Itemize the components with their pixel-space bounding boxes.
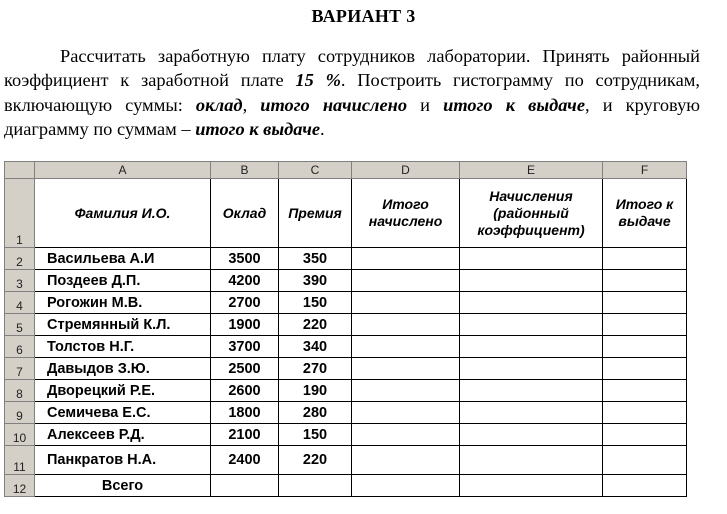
header-salary[interactable]: Оклад: [211, 179, 279, 248]
total-row: [5, 475, 687, 497]
cell-bonus[interactable]: 280: [279, 402, 352, 424]
cell-bonus[interactable]: 390: [279, 270, 352, 292]
column-header-b[interactable]: B: [211, 162, 279, 179]
spreadsheet: [4, 161, 687, 497]
cell-name[interactable]: Алексеев Р.Д.: [35, 424, 211, 446]
column-header-e[interactable]: E: [460, 162, 603, 179]
cell-salary[interactable]: 2100: [211, 424, 279, 446]
cell-total[interactable]: [352, 270, 460, 292]
total-label[interactable]: Всего: [35, 475, 211, 497]
cell-payout[interactable]: [603, 270, 687, 292]
table-row: [5, 402, 687, 424]
cell-name[interactable]: Панкратов Н.А.: [35, 446, 211, 475]
task-part4: .: [320, 119, 325, 140]
cell-bonus[interactable]: 220: [279, 446, 352, 475]
cell-name[interactable]: Рогожин М.В.: [35, 292, 211, 314]
cell-accrual[interactable]: [460, 358, 603, 380]
cell-payout[interactable]: [603, 358, 687, 380]
cell-payout[interactable]: [603, 292, 687, 314]
cell-total[interactable]: [352, 248, 460, 270]
task-part2: . Построить гистограмму по сотрудникам, включающую суммы:: [4, 70, 700, 115]
cell-payout[interactable]: [603, 402, 687, 424]
task-sep1: ,: [242, 94, 261, 115]
cell-salary[interactable]: 1900: [211, 314, 279, 336]
cell-total[interactable]: [352, 336, 460, 358]
cell-total[interactable]: [352, 446, 460, 475]
cell-total[interactable]: [352, 314, 460, 336]
row-number[interactable]: 12: [5, 475, 35, 497]
cell-accrual[interactable]: [460, 446, 603, 475]
term-payout-pie: итого к выдаче: [195, 119, 321, 140]
cell-bonus[interactable]: 150: [279, 424, 352, 446]
row-number[interactable]: 10: [5, 424, 35, 446]
cell-bonus[interactable]: 150: [279, 292, 352, 314]
table-row: [5, 336, 687, 358]
table-row: [5, 314, 687, 336]
cell-accrual[interactable]: [460, 424, 603, 446]
cell[interactable]: [603, 475, 687, 497]
select-all-corner[interactable]: [5, 162, 35, 179]
cell-salary[interactable]: 2400: [211, 446, 279, 475]
cell-name[interactable]: Васильева А.И: [35, 248, 211, 270]
cell-accrual[interactable]: [460, 292, 603, 314]
task-sep2: и: [407, 94, 444, 115]
table-row: [5, 446, 687, 475]
cell[interactable]: [211, 475, 279, 497]
cell-salary[interactable]: 3700: [211, 336, 279, 358]
row-number[interactable]: 6: [5, 336, 35, 358]
cell-payout[interactable]: [603, 248, 687, 270]
row-number[interactable]: 8: [5, 380, 35, 402]
row-number[interactable]: 2: [5, 248, 35, 270]
cell-name[interactable]: Давыдов З.Ю.: [35, 358, 211, 380]
cell[interactable]: [352, 475, 460, 497]
cell-salary[interactable]: 2600: [211, 380, 279, 402]
cell-salary[interactable]: 3500: [211, 248, 279, 270]
row-number[interactable]: 4: [5, 292, 35, 314]
cell-accrual[interactable]: [460, 380, 603, 402]
cell-total[interactable]: [352, 358, 460, 380]
cell-accrual[interactable]: [460, 270, 603, 292]
cell-bonus[interactable]: 270: [279, 358, 352, 380]
cell-salary[interactable]: 4200: [211, 270, 279, 292]
cell-salary[interactable]: 2700: [211, 292, 279, 314]
cell-name[interactable]: Дворецкий Р.Е.: [35, 380, 211, 402]
cell-name[interactable]: Толстов Н.Г.: [35, 336, 211, 358]
table-row: [5, 248, 687, 270]
table-row: [5, 358, 687, 380]
header-accrual[interactable]: Начисления (районный коэффициент): [460, 179, 603, 248]
cell-payout[interactable]: [603, 446, 687, 475]
column-header-row: [5, 162, 687, 179]
row-number[interactable]: 5: [5, 314, 35, 336]
column-header-d[interactable]: D: [352, 162, 460, 179]
cell-name[interactable]: Семичева Е.С.: [35, 402, 211, 424]
header-bonus[interactable]: Премия: [279, 179, 352, 248]
cell-payout[interactable]: [603, 424, 687, 446]
cell-accrual[interactable]: [460, 314, 603, 336]
row-number[interactable]: 7: [5, 358, 35, 380]
cell-total[interactable]: [352, 380, 460, 402]
term-salary: оклад: [195, 94, 243, 115]
cell-accrual[interactable]: [460, 336, 603, 358]
row-number[interactable]: 11: [5, 446, 35, 475]
table-row: [5, 179, 687, 248]
header-total-text: Итого начислено: [368, 196, 443, 229]
task-part3: , и круговую диаграмму по суммам –: [4, 94, 700, 140]
table-row: [5, 292, 687, 314]
cell-bonus[interactable]: 340: [279, 336, 352, 358]
column-header-c[interactable]: C: [279, 162, 352, 179]
page-title: ВАРИАНТ 3: [311, 6, 416, 26]
cell[interactable]: [279, 475, 352, 497]
cell-payout[interactable]: [603, 314, 687, 336]
cell-accrual[interactable]: [460, 402, 603, 424]
cell-salary[interactable]: 2500: [211, 358, 279, 380]
term-payout: итого к выдаче: [443, 94, 585, 115]
cell-bonus[interactable]: 190: [279, 380, 352, 402]
term-total: итого начислено: [260, 94, 408, 115]
cell-total[interactable]: [352, 424, 460, 446]
header-payout[interactable]: Итого к выдаче: [603, 179, 687, 248]
row-number[interactable]: 9: [5, 402, 35, 424]
cell-total[interactable]: [352, 402, 460, 424]
cell[interactable]: [460, 475, 603, 497]
task-part1: Рассчитать заработную плату сотрудников лаборатории. Принять районный коэффициент к заработной плате: [4, 46, 700, 91]
cell-bonus[interactable]: 220: [279, 314, 352, 336]
cell-total[interactable]: [352, 292, 460, 314]
cell-accrual[interactable]: [460, 248, 603, 270]
task-text: [4, 44, 700, 142]
header-name[interactable]: Фамилия И.О.: [35, 179, 211, 248]
column-header-f[interactable]: F: [603, 162, 687, 179]
cell-bonus[interactable]: 350: [279, 248, 352, 270]
cell-name[interactable]: Стремянный К.Л.: [35, 314, 211, 336]
cell-salary[interactable]: 1800: [211, 402, 279, 424]
row-number[interactable]: 3: [5, 270, 35, 292]
coefficient-value: 15 %: [295, 70, 341, 91]
header-total[interactable]: [352, 179, 460, 248]
row-number[interactable]: 1: [5, 179, 35, 248]
table-row: [5, 424, 687, 446]
cell-payout[interactable]: [603, 336, 687, 358]
table-row: [5, 270, 687, 292]
cell-name[interactable]: Поздеев Д.П.: [35, 270, 211, 292]
column-header-a[interactable]: A: [35, 162, 211, 179]
cell-payout[interactable]: [603, 380, 687, 402]
table-row: [5, 380, 687, 402]
